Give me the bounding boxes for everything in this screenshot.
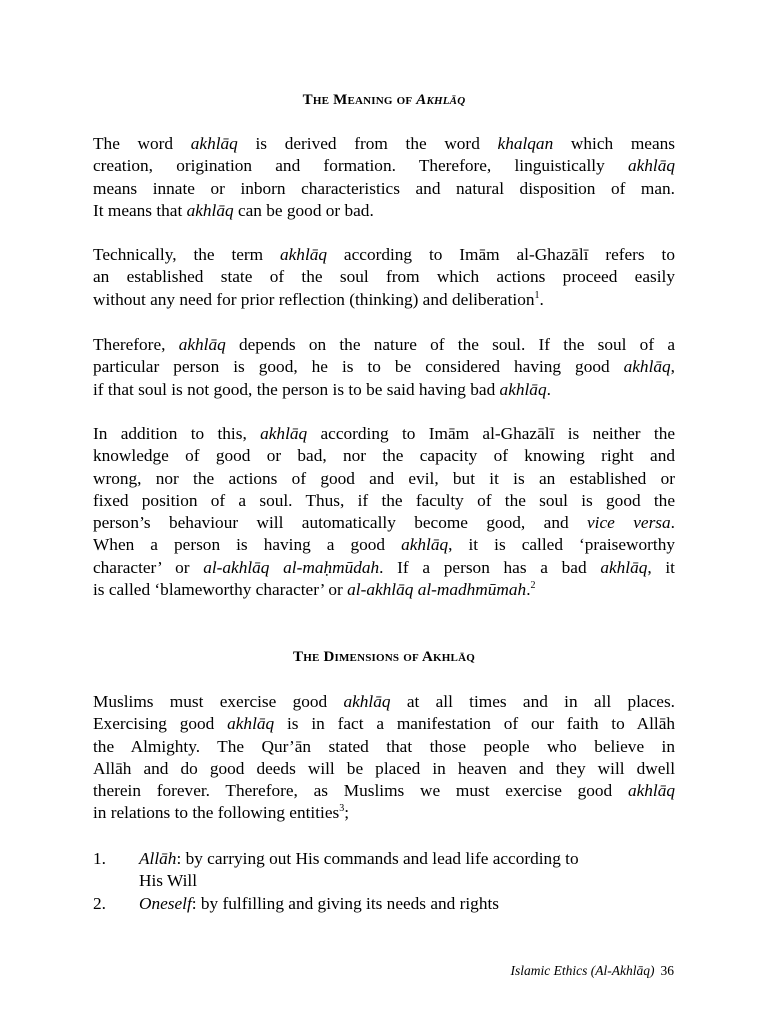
- list-item: 2. Oneself: by fulfilling and giving its needs and rights: [93, 893, 499, 913]
- book-title: Islamic Ethics (Al-Akhlāq): [510, 963, 655, 978]
- paragraph-definition: The word akhlāq is derived from the word khalqan which means creation, origination and formation. Therefore, linguistically akhlāq means innate or inborn characteristics and natural disposition of man. It means that akhlāq can be good or bad.: [93, 134, 675, 220]
- paragraph-ghazali: In addition to this, akhlāq according to Imām al-Ghazālī is neither the knowledge of good or bad, nor the capacity of knowing right and wrong, nor the actions of good and evil, but it is an established or fixed position of a soul. Thus, if the faculty of the soul is good the person’s behaviour will automatically become good, and vice versa. When a person is having a good akhlāq, it is called ‘praiseworthy character’ or al-akhlāq al-maḥmūdah. If a person has a bad akhlāq, it is called ‘blameworthy character’ or al-akhlāq al-madhmūmah.$^2$: [93, 424, 676, 600]
- list-item: 1. Allāh: by carrying out His commands and lead life according to His Will: [93, 849, 579, 891]
- paragraph-dimensions: Muslims must exercise good akhlāq at all times and in all places. Exercising good akhlāq is in fact a manifestation of our faith to Allāh the Almighty. The Qur’ān stated that those people who believe in Allāh and do good deeds will be placed in heaven and they will dwell therein forever. Therefore, as Muslims we must exercise good akhlāq in relations to the following entities$^3$;: [93, 692, 676, 823]
- footnote-ref-3[interactable]: 3: [339, 803, 345, 815]
- section-heading-meaning: The Meaning of Akhlāq: [302, 92, 466, 108]
- entities-list: [93, 848, 675, 915]
- page-footer: [511, 963, 674, 979]
- footnote-ref-2[interactable]: 2: [530, 580, 536, 592]
- section-heading-dimensions: The Dimensions of Akhlāq: [293, 649, 475, 665]
- footnote-ref-1[interactable]: 1: [534, 289, 540, 301]
- paragraph-technical: Technically, the term akhlāq according to Imām al-Ghazālī refers to an established state of the soul from which actions proceed easily without any need for prior reflection (thinking) and deliberation$^1$.: [93, 245, 675, 309]
- paragraph-nature-of-soul: Therefore, akhlāq depends on the nature of the soul. If the soul of a particular person is good, he is to be considered having good akhlāq, if that soul is not good, the person is to be said having bad akhlāq.: [93, 335, 675, 399]
- page-number: 36: [660, 963, 674, 978]
